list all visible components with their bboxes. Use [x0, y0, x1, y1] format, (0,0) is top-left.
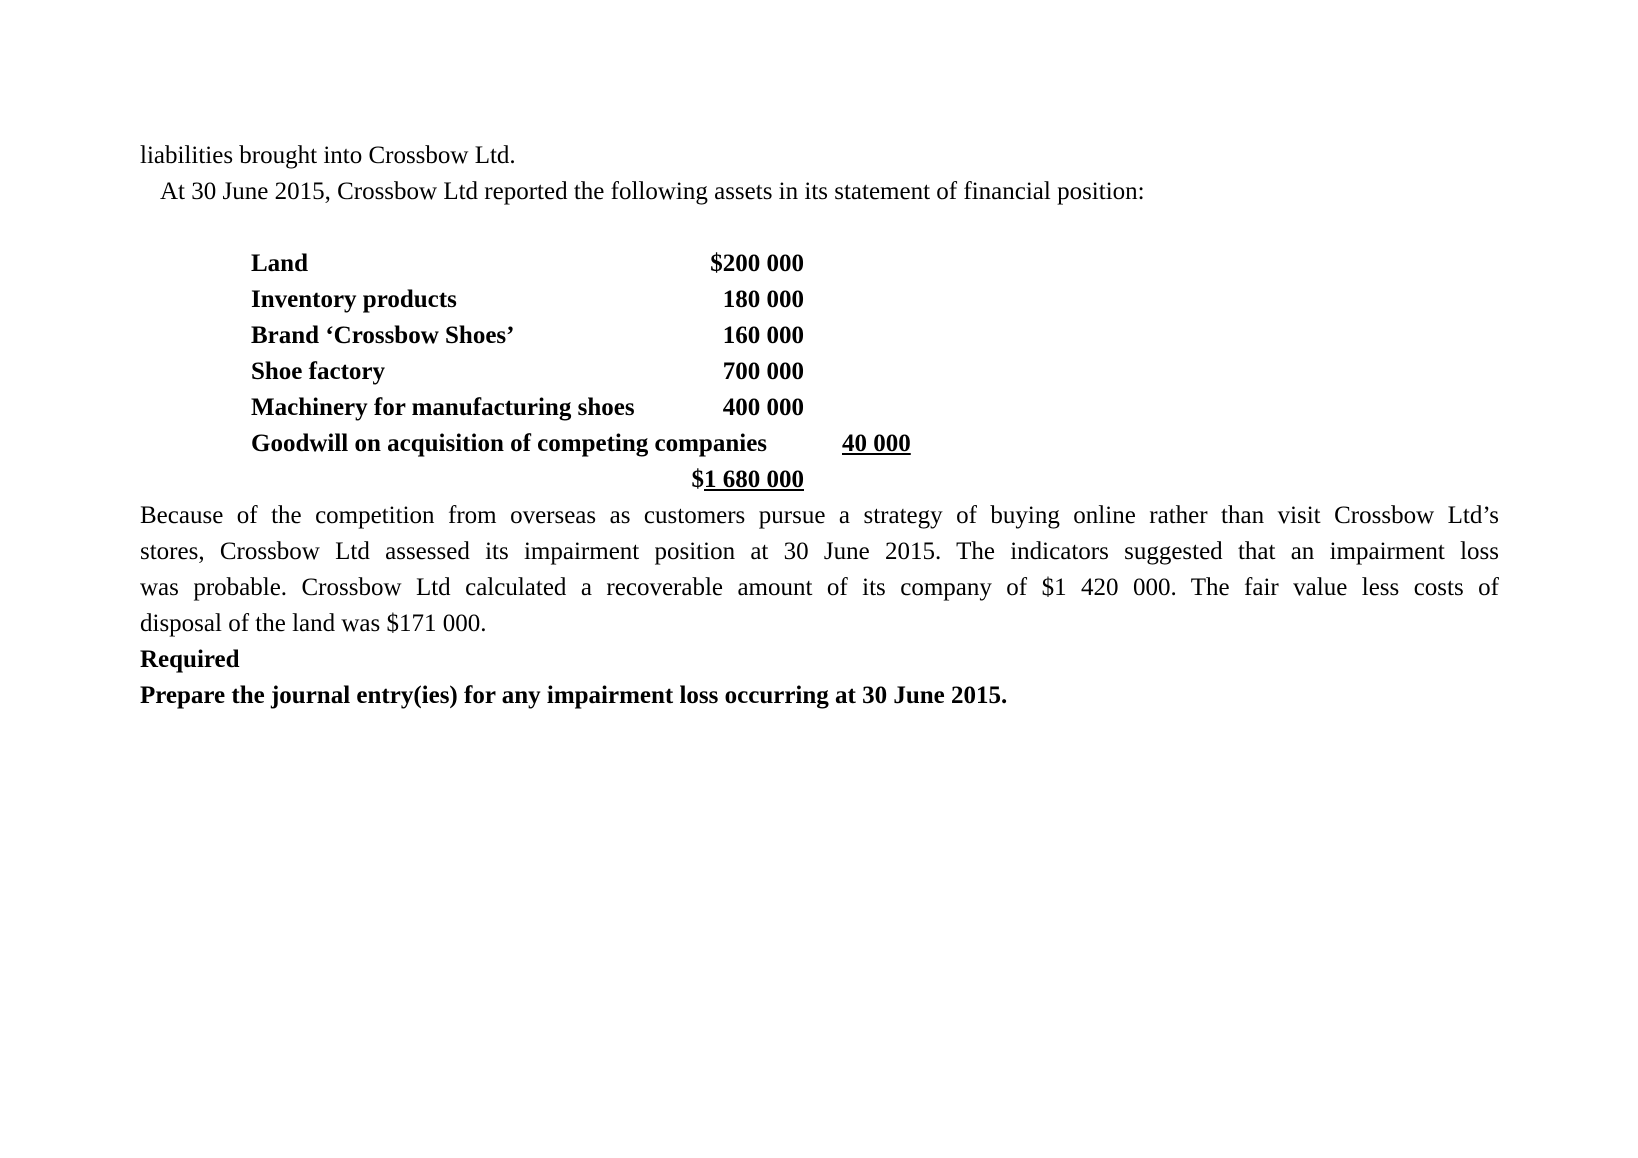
body-line-1 [140, 498, 1499, 534]
asset-amount-land: $200 000 [710, 250, 804, 277]
body-line-2-text: stores, Crossbow Ltd assessed its impairment position at 30 June 2015. The indicators suggested that an impairment loss [140, 538, 1499, 565]
body-line-3-text: was probable. Crossbow Ltd calculated a recoverable amount of its company of $1 420 000. The fair value less costs of [140, 574, 1499, 601]
asset-amount-shoe-factory: 700 000 [722, 358, 804, 385]
intro-line-2: At 30 June 2015, Crossbow Ltd reported the following assets in its statement of financial position: [160, 178, 1145, 205]
asset-total [692, 462, 805, 498]
asset-label-inventory: Inventory products [251, 286, 457, 313]
body-line-2 [140, 534, 1499, 570]
body-line-4: disposal of the land was $171 000. [140, 610, 487, 637]
asset-amount-inventory: 180 000 [722, 286, 804, 313]
asset-label-goodwill: Goodwill on acquisition of competing companies [251, 430, 768, 457]
asset-label-machinery: Machinery for manufacturing shoes [251, 394, 635, 421]
asset-amount-machinery: 400 000 [722, 394, 804, 421]
required-heading: Required [140, 646, 240, 673]
asset-label-shoe-factory: Shoe factory [251, 358, 385, 385]
required-task: Prepare the journal entry(ies) for any impairment loss occurring at 30 June 2015. [140, 682, 1008, 709]
intro-line-1: liabilities brought into Crossbow Ltd. [140, 142, 516, 169]
asset-amount-goodwill: 40 000 [842, 430, 911, 457]
asset-amount-brand: 160 000 [722, 322, 804, 349]
asset-label-brand: Brand ‘Crossbow Shoes’ [251, 322, 515, 349]
asset-label-land: Land [251, 250, 308, 277]
asset-total-prefix: $ [691, 466, 704, 493]
body-line-3 [140, 570, 1499, 606]
asset-total-amount: 1 680 000 [704, 466, 804, 493]
body-line-1-text: Because of the competition from overseas as customers pursue a strategy of buying online rather than visit Crossbow Ltd’s [140, 502, 1499, 529]
